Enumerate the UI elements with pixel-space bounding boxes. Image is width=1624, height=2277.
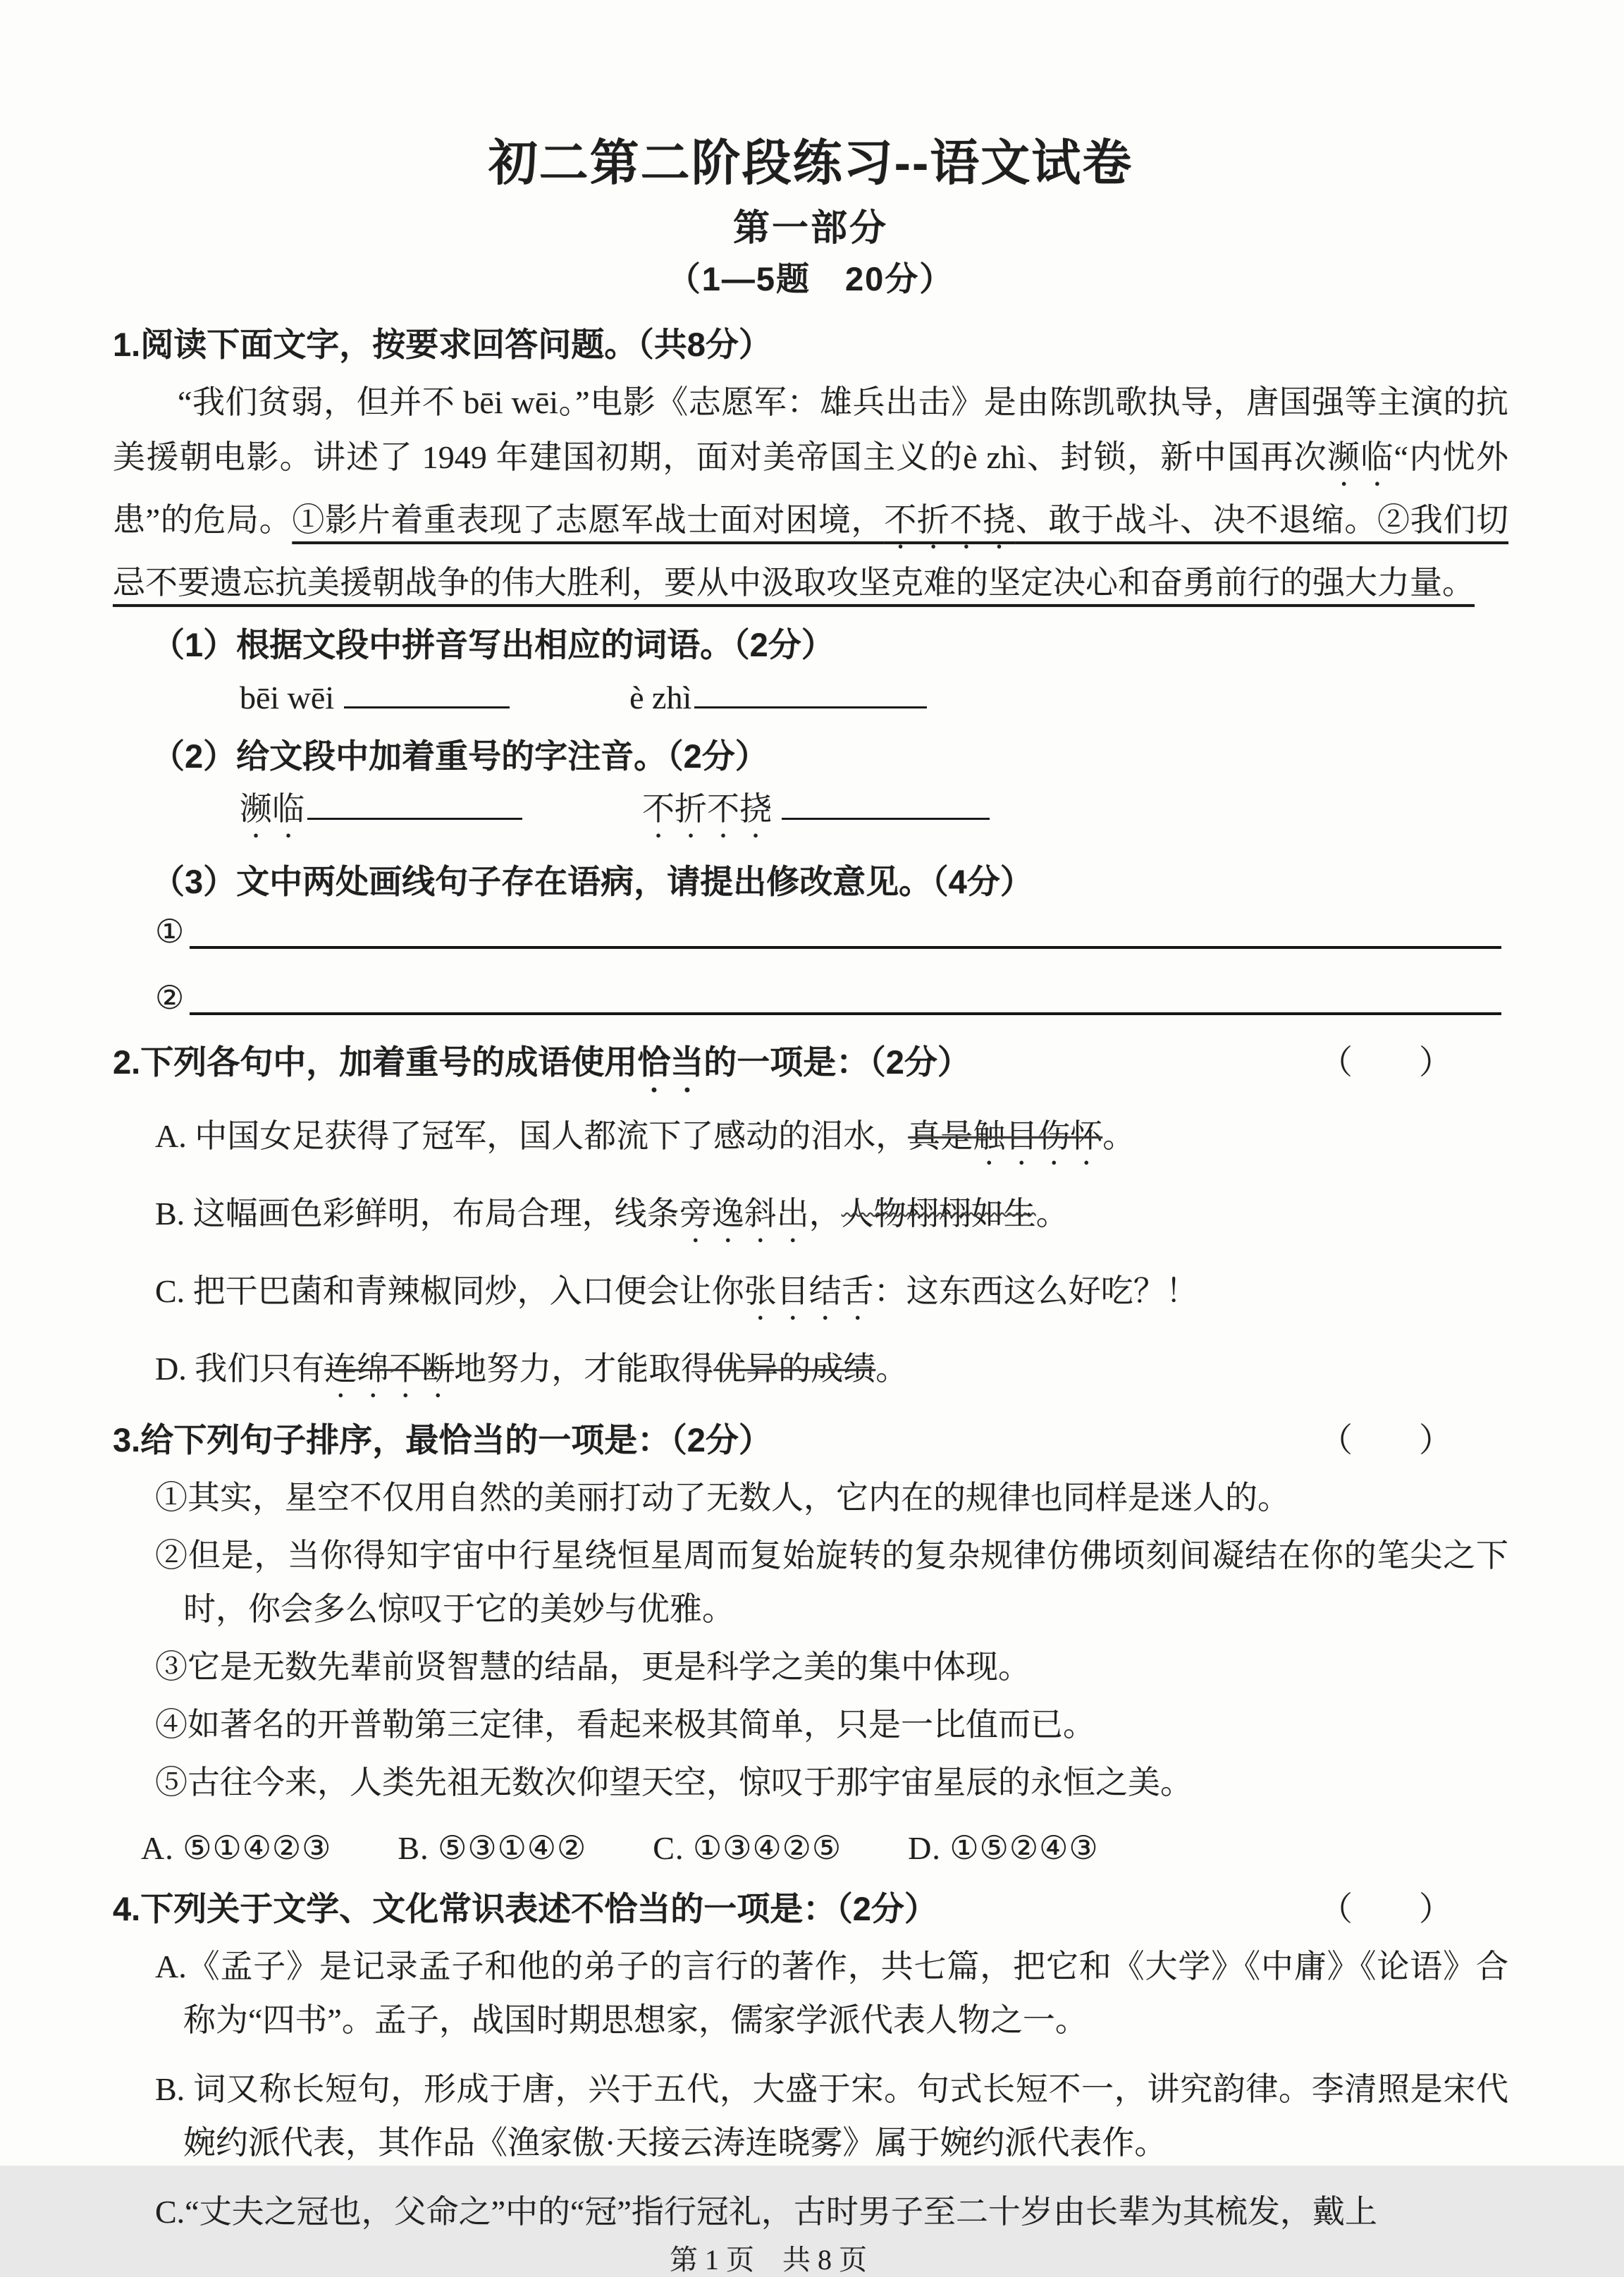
q1-sub3-stem: （3）文中两处画线句子存在语病，请提出修改意见。（4分） [152,863,1033,900]
q4-option-c: C.“丈夫之冠也，父命之”中的“冠”指行冠礼，古时男子至二十岁由长辈为其梳发，戴上 [155,2194,1377,2230]
pinyin-label-beiwei: bēi wēi [240,680,335,716]
answer-line [190,1012,1501,1015]
q4-stem [113,1889,1508,1930]
q3-sentence-3: ③它是无数先辈前贤智慧的结晶，更是科学之美的集中体现。 [155,1649,1031,1685]
page-title: 初二第二阶段练习--语文试卷 [488,135,1133,190]
answer-blank [307,784,522,820]
q1-passage [113,375,1508,610]
q1-sub2-stem: （2）给文段中加着重号的字注音。（2分） [152,737,768,775]
q2-stem-post: 的一项是：（2分） [703,1043,971,1081]
option-text: C. 把干巴菌和青辣椒同炒，入口便会让你 [155,1273,744,1309]
passage-underlined-sentence-1: ①影片着重表现了志愿军战士面对困境， [292,502,885,538]
page-footer: 第 1 页 共 8 页 [670,2244,867,2276]
item-marker-2: ② [155,980,185,1016]
q1-stem: 1.阅读下面文字，按要求回答问题。（共8分） [113,326,772,363]
q3-sentence-1: ①其实，星空不仅用自然的美丽打动了无数人，它内在的规律也同样是迷人的。 [155,1480,1290,1516]
answer-parentheses: （ ） [1320,1891,1452,1928]
pencil-struck-text: 人物栩栩如生 [841,1196,1036,1232]
pinyin-label-ezhi: è zhì [629,680,692,716]
q2-stem-text [113,1042,971,1100]
option-text: A. 中国女足获得了冠军，国人都流下了感动的泪水， [155,1118,909,1154]
q3-sentence-5: ⑤古往今来，人类先祖无数次仰望天空，惊叹于那宇宙星辰的永恒之美。 [155,1764,1193,1800]
answer-line [190,946,1501,949]
emphasized-idiom: 触目伤怀 [973,1118,1103,1154]
pencil-struck-text: 真是 [908,1118,973,1154]
part-heading: 第一部分 [732,208,888,249]
passage-segment: “内忧外患”的危局。 [113,439,1508,538]
item-marker-1: ① [155,914,185,950]
q3-choices-row: A. ⑤①④②③ B. ⑤③①④② C. ①③④②⑤ D. ①⑤②④③ [141,1830,1099,1866]
word-label-buzhebunao: 不折不挠 [642,791,772,827]
q4-option-a: A.《孟子》是记录孟子和他的弟子的言行的著作，共七篇，把它和《大学》《中庸》《论语》合称为“四书”。孟子，战国时期思想家，儒家学派代表人物之一。 [155,1948,1508,2038]
answer-parentheses: （ ） [1320,1423,1452,1459]
q2-stem [113,1042,1508,1100]
option-text: ：这东西这么好吃？！ [873,1273,1198,1309]
q1-sub3-answer-line-1 [155,909,1501,955]
q1-sub1-stem: （1）根据文段中拼音写出相应的词语。（2分） [152,626,835,663]
option-text: 。 [875,1351,909,1387]
option-text: ， [808,1196,842,1232]
option-text: 。 [1102,1118,1136,1154]
q4-stem-text: 4.下列关于文学、文化常识表述不恰当的一项是：（2分） [113,1890,937,1927]
q3-stem [113,1420,1508,1461]
answer-blank [344,673,510,708]
q1-sub2-answer-row [240,784,1508,845]
passage-underlined-sentence-2: 、敢于战斗、决不退缩。②我们切忌不要遗忘抗美援朝战争的伟大胜利，要从中汲取攻坚克难的坚定决心和奋勇前行的强大力量。 [113,502,1509,601]
q2-option-b [113,1187,1508,1249]
q1-sub1-answer-row [240,673,1508,719]
emphasized-idiom: 旁逸斜出 [679,1196,809,1232]
passage-segment: “我们贫弱，但并不 bēi wēi。”电影《志愿军：雄兵出击》是由陈凯歌执导，唐国强等主演的抗美援朝电影。讲述了 1949 年建国初期，面对美帝国主义的è zhì、封锁，新中国再次 [113,384,1508,475]
q3-sentence-4: ④如著名的开普勒第三定律，看起来极其简单，只是一比值而已。 [155,1707,1095,1743]
option-text: 地努力，才能取得 [454,1351,714,1387]
q3-sentence-2: ②但是，当你得知宇宙中行星绕恒星周而复始旋转的复杂规律仿佛顷刻间凝结在你的笔尖之下时，你会多么惊叹于它的美妙与优雅。 [155,1538,1508,1627]
passage-emphasized-word: 濒临 [1327,439,1394,475]
word-label-binlin: 濒临 [240,791,304,827]
q1-sub3-answer-line-2 [155,976,1501,1021]
q2-option-a [113,1110,1508,1172]
q2-option-c [113,1265,1508,1327]
option-text: 。 [1035,1196,1069,1232]
option-text: D. 我们只有 [155,1351,325,1387]
answer-parentheses: （ ） [1320,1045,1452,1081]
q4-option-b: B. 词又称长短句，形成于唐，兴于五代，大盛于宋。句式长短不一，讲究韵律。李清照是宋代婉约派代表，其作品《渔家傲·天接云涛连晓雾》属于婉约派代表作。 [155,2071,1508,2161]
q2-option-d [113,1342,1508,1404]
pencil-struck-text: 优异的成绩 [713,1351,876,1387]
q2-stem-pre: 2.下列各句中，加着重号的成语使用 [113,1043,638,1081]
emphasized-idiom: 张目结舌 [744,1273,874,1309]
emphasized-idiom: 连绵不断 [324,1351,455,1387]
q3-stem-text: 3.给下列句子排序，最恰当的一项是：（2分） [113,1421,772,1459]
passage-underlined-emphasized-word: 不折不挠 [884,502,1016,538]
answer-blank [694,673,927,708]
question-range-heading: （1—5题 20分） [667,260,954,297]
option-text: B. 这幅画色彩鲜明，布局合理，线条 [155,1196,679,1232]
q2-stem-emphasized: 恰当 [637,1043,704,1081]
answer-blank [782,784,990,820]
